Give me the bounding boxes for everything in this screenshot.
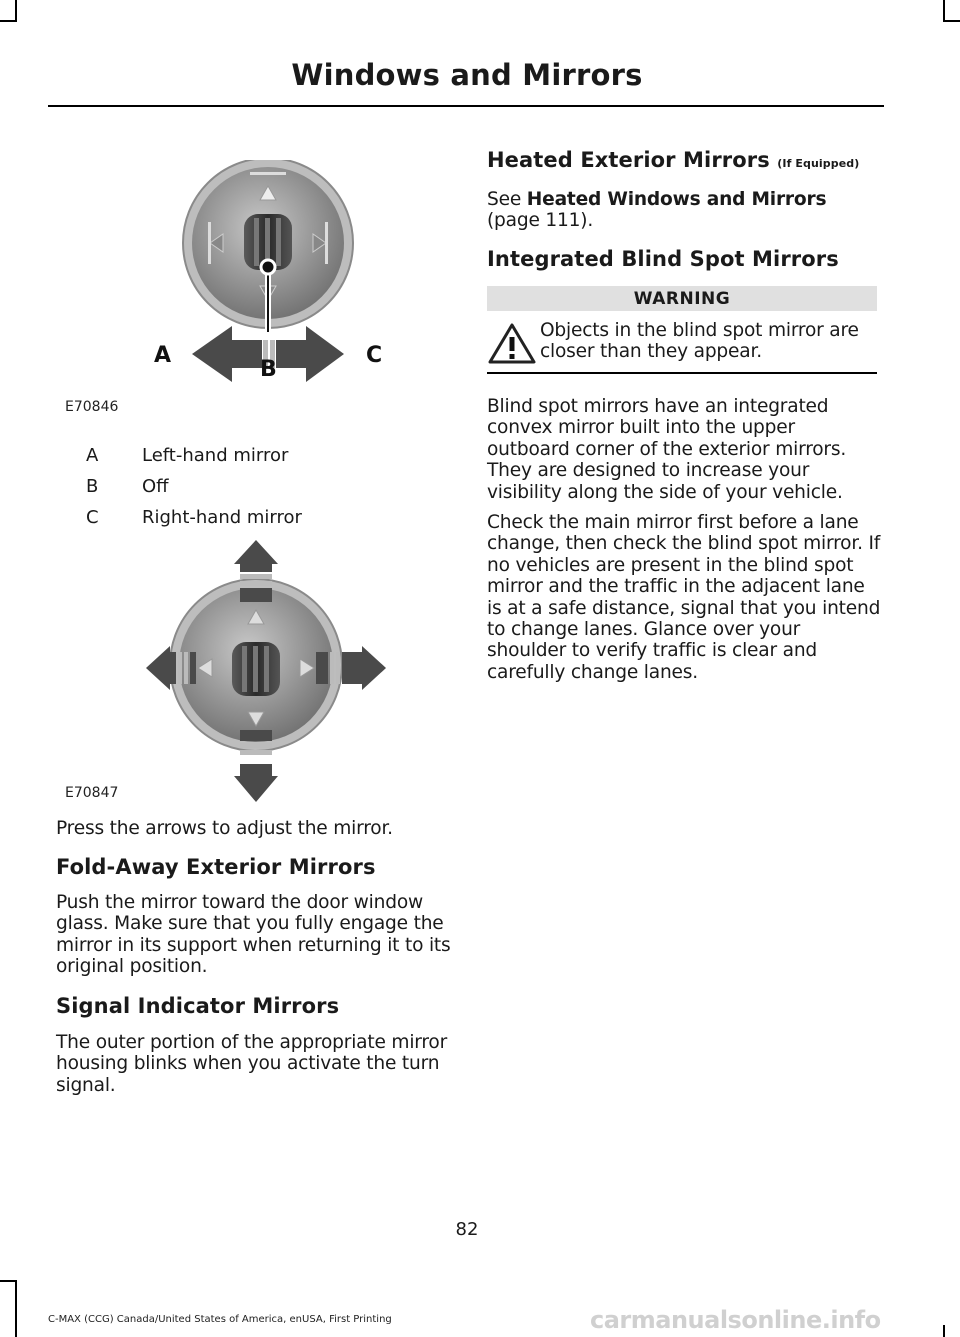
see-suffix: (page 111). — [487, 210, 594, 232]
warning-text: Objects in the blind spot mirror are closer than they appear. — [540, 320, 859, 363]
crop-mark — [15, 0, 17, 22]
crop-mark — [943, 0, 945, 22]
crop-mark — [0, 1280, 17, 1282]
legend-value: Off — [142, 476, 169, 497]
page-title: Windows and Mirrors — [291, 58, 643, 92]
figure-legend — [86, 440, 302, 533]
cross-reference-link[interactable]: Heated Windows and Mirrors — [526, 189, 827, 210]
figure-id: E70846 — [65, 399, 119, 415]
legend-row — [86, 440, 302, 471]
crop-mark — [15, 1280, 17, 1337]
title-rule — [48, 105, 884, 107]
heated-heading: Heated Exterior Mirrors — [487, 148, 770, 172]
section-heading: Signal Indicator Mirrors — [56, 994, 340, 1018]
blind-spot-paragraph-1: Blind spot mirrors have an integrated convex mirror built into the upper outboard corner of the exterior mirrors. They are designed to increase your visibility along the side of your vehicle. — [487, 396, 847, 503]
figure-label-b: B — [260, 357, 277, 382]
figure-label-c: C — [366, 343, 383, 368]
see-reference — [487, 189, 882, 232]
legend-key: C — [86, 507, 99, 528]
equipped-note: (If Equipped) — [777, 157, 860, 170]
fold-paragraph: Push the mirror toward the door window glass. Make sure that you fully engage the mirror in its support when returning it to its original position. — [56, 892, 451, 978]
legend-key: B — [86, 476, 99, 497]
adjust-paragraph: Press the arrows to adjust the mirror. — [56, 818, 393, 839]
legend-row — [86, 502, 302, 533]
crop-mark — [943, 20, 960, 22]
figure-label-a: A — [154, 343, 172, 368]
warning-label: WARNING — [487, 286, 877, 311]
warning-rule — [487, 372, 877, 374]
legend-value: Left-hand mirror — [142, 445, 289, 466]
page-number: 82 — [455, 1219, 479, 1240]
signal-paragraph: The outer portion of the appropriate mirror housing blinks when you activate the turn signal. — [56, 1032, 448, 1096]
section-heading: Fold-Away Exterior Mirrors — [56, 855, 376, 879]
mirror-adjust-figure — [146, 540, 391, 802]
figure-id: E70847 — [65, 785, 119, 801]
legend-row — [86, 471, 302, 502]
mirror-selector-figure — [150, 160, 420, 385]
watermark: carmanualsonline.info — [590, 1306, 881, 1334]
warning-triangle-icon — [487, 322, 537, 366]
blind-spot-paragraph-2: Check the main mirror first before a lane change, then check the blind spot mirror. If no vehicles are present in the blind spot mirror and the traffic in the adjacent lane is at a safe distance, signal that you intend to change lanes. Glance over your shoulder to verify traffic is clear and carefully change lanes. — [487, 512, 881, 683]
section-heading — [487, 148, 859, 172]
edition-footer: C-MAX (CCG) Canada/United States of America, enUSA, First Printing — [48, 1314, 392, 1325]
legend-value: Right-hand mirror — [142, 507, 302, 528]
crop-mark — [0, 20, 17, 22]
legend-key: A — [86, 445, 99, 466]
section-heading: Integrated Blind Spot Mirrors — [487, 247, 839, 271]
see-prefix: See — [487, 189, 527, 210]
